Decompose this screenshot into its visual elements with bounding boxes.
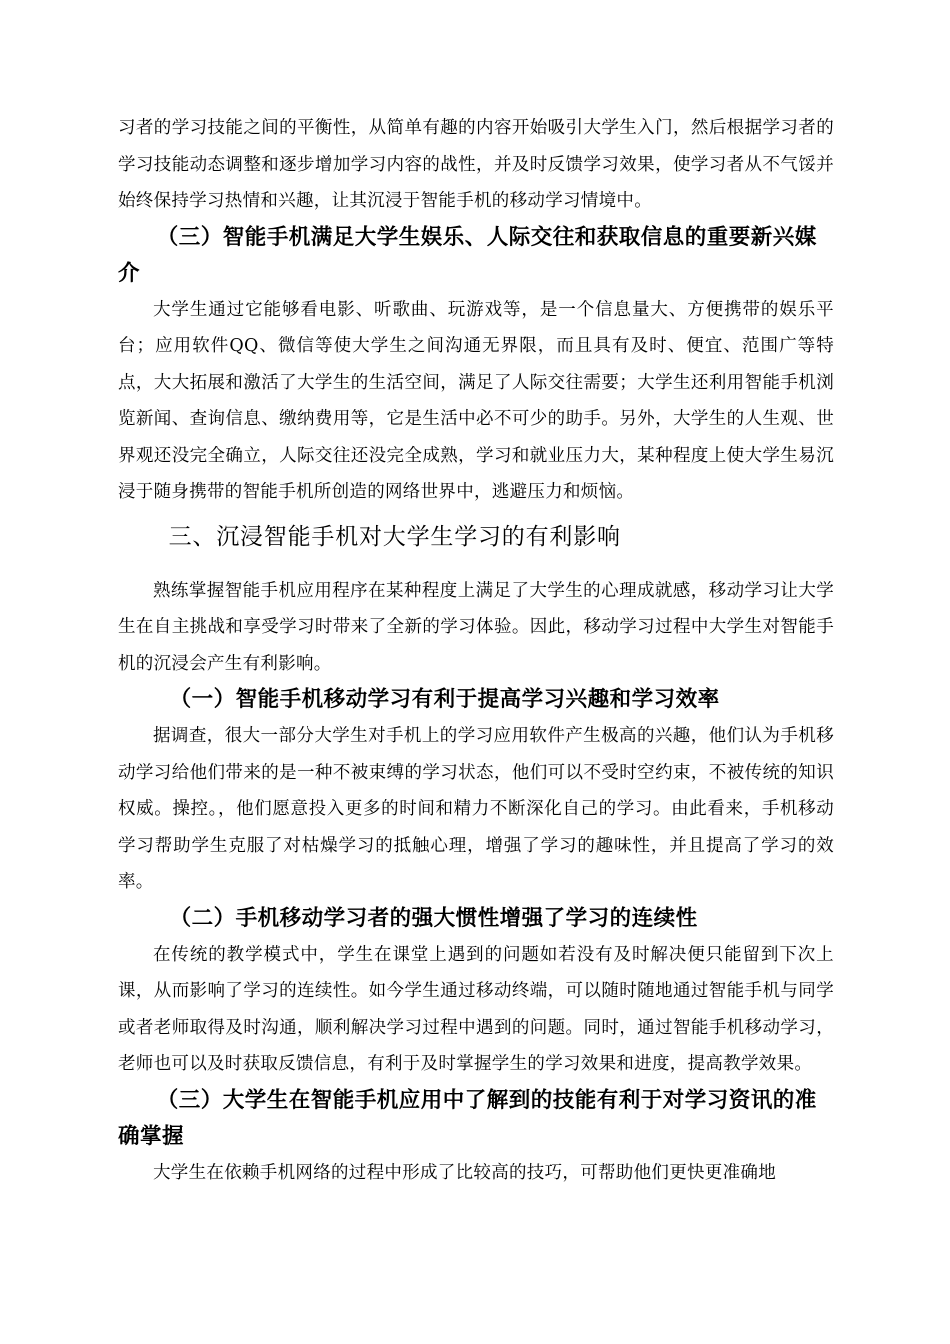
subheading-interest-efficiency: （一）智能手机移动学习有利于提高学习兴趣和学习效率 [169, 687, 720, 712]
paragraph-survey: 据调查，很大一部分大学生对手机上的学习应用软件产生极高的兴趣，他们认为手机移动学习给他们带来的是一种不被束缚的学习状态，他们可以不受时空约束，不被传统的知识权威。操控。，他们愿意投入更多的时间和精力不断深化自己的学习。由此看来，手机移动学习帮助学生克服了对枯燥学习的抵触心理，增强了学习的趣味性，并且提高了学习的效率。 [118, 726, 834, 892]
subheading-skills: （三）大学生在智能手机应用中了解到的技能有利于对学习资讯的准确掌握 [118, 1087, 817, 1149]
paragraph-entertainment: 大学生通过它能够看电影、听歌曲、玩游戏等，是一个信息量大、方便携带的娱乐平台；应用软件QQ、微信等使大学生之间沟通无界限，而且具有及时、便宜、范围广等特点，大大拓展和激活了大学生的生活空间，满足了人际交往需要；大学生还利用智能手机浏览新闻、查询信息、缴纳费用等，它是生活中必不可少的助手。另外，大学生的人生观、世界观还没完全确立，人际交往还没完全成熟，学习和就业压力大，某种程度上使大学生易沉浸于随身携带的智能手机所创造的网络世界中，逃避压力和烦恼。 [118, 299, 834, 502]
section-heading-positive-effects: 三、沉浸智能手机对大学生学习的有利影响 [168, 523, 621, 550]
paragraph-balance: 习者的学习技能之间的平衡性，从简单有趣的内容开始吸引大学生入门，然后根据学习者的学习技能动态调整和逐步增加学习内容的战性，并及时反馈学习效果，使学习者从不气馁并始终保持学习热情和兴趣，让其沉浸于智能手机的移动学习情境中。 [118, 118, 834, 211]
paragraph-mastery: 熟练掌握智能手机应用程序在某种程度上满足了大学生的心理成就感，移动学习让大学生在自主挑战和享受学习时带来了全新的学习体验。因此，移动学习过程中大学生对智能手机的沉浸会产生有利影响。 [118, 580, 834, 674]
subheading-smartphone-media: （三）智能手机满足大学生娱乐、人际交往和获取信息的重要新兴媒介 [118, 224, 817, 286]
subheading-continuity: （二）手机移动学习者的强大惯性增强了学习的连续性 [169, 905, 698, 931]
document-page [118, 110, 834, 1191]
paragraph-dependence: 大学生在依赖手机网络的过程中形成了比较高的技巧，可帮助他们更快更准确地 [153, 1162, 776, 1183]
paragraph-traditional-teaching: 在传统的教学模式中，学生在课堂上遇到的问题如若没有及时解决便只能留到下次上课，从而影响了学习的连续性。如今学生通过移动终端，可以随时随地通过智能手机与同学或者老师取得及时沟通，顺利解决学习过程中遇到的问题。同时，通过智能手机移动学习，老师也可以及时获取反馈信息，有利于及时掌握学生的学习效果和进度，提高教学效果。 [118, 944, 834, 1074]
